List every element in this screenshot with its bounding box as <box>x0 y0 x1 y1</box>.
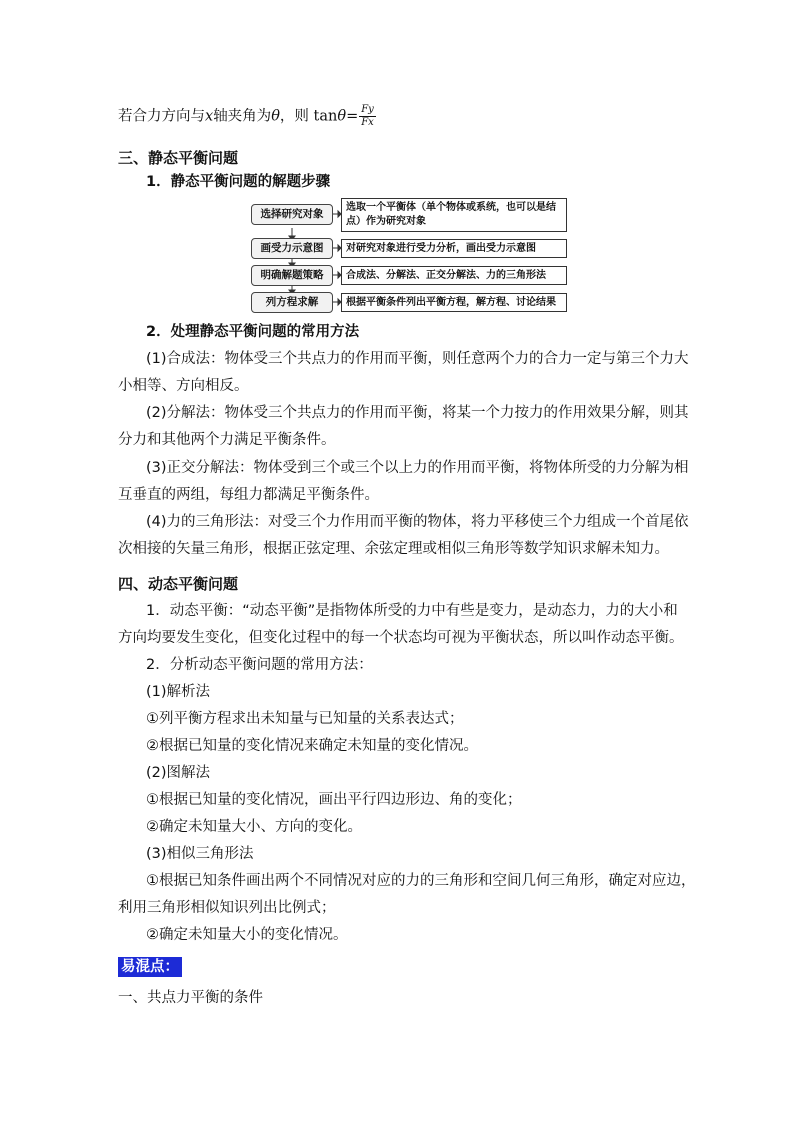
fraction <box>359 104 376 129</box>
step-solve-equations-desc: 根据平衡条件列出平衡方程，解方程、讨论结果 <box>341 293 567 312</box>
dynamic-def-line-1: 1．动态平衡：“动态平衡”是指物体所受的力中有些是变力，是动态力，力的大小和 <box>146 603 678 619</box>
method-3-line-2: 互垂直的两组，每组力都满足平衡条件。 <box>118 487 379 503</box>
step-clarify-strategy: 明确解题策略 <box>251 265 333 286</box>
static-methods-title: 2．处理静态平衡问题的常用方法 <box>146 324 360 340</box>
step-solve-equations: 列方程求解 <box>251 292 333 313</box>
static-steps-title: 1．静态平衡问题的解题步骤 <box>146 174 331 190</box>
similar-triangle-step-1-line-2: 利用三角形相似知识列出比例式； <box>118 900 336 916</box>
step-select-object: 选择研究对象 <box>251 204 333 225</box>
method-1-line-1: (1)合成法：物体受三个共点力的作用而平衡，则任意两个力的合力一定与第三个力大 <box>146 351 689 367</box>
analytic-step-2: ②根据已知量的变化情况来确定未知量的变化情况。 <box>146 738 478 754</box>
confusion-item-1: 一、共点力平衡的条件 <box>118 990 263 1006</box>
theta-symbol: θ <box>271 108 280 125</box>
step-select-object-desc: 选取一个平衡体（单个物体或系统，也可以是结点）作为研究对象 <box>341 198 567 232</box>
graphic-step-2: ②确定未知量大小、方向的变化。 <box>146 819 362 835</box>
solution-steps-flowchart <box>251 198 571 316</box>
method-4-line-1: (4)力的三角形法：对受三个力作用而平衡的物体，将力平移使三个力组成一个首尾依 <box>146 514 689 530</box>
fraction-denominator: Fx <box>361 117 374 128</box>
method-2-line-1: (2)分解法：物体受三个共点力的作用而平衡，将某一个力按力的作用效果分解，则其 <box>146 405 689 421</box>
graphic-step-1: ①根据已知量的变化情况，画出平行四边形边、角的变化； <box>146 792 522 808</box>
method-1-line-2: 小相等、方向相反。 <box>118 378 249 394</box>
equals-sign: = <box>346 108 359 125</box>
step-clarify-strategy-desc: 合成法、分解法、正交分解法、力的三角形法 <box>341 266 567 285</box>
intro-text-2: 轴夹角为 <box>213 108 272 125</box>
similar-triangle-method-title: (3)相似三角形法 <box>146 846 254 862</box>
intro-text-3: ，则 tan <box>279 108 338 125</box>
method-4-line-2: 次相接的矢量三角形，根据正弦定理、余弦定理或相似三角形等数学知识求解未知力。 <box>118 541 669 557</box>
analytic-step-1: ①列平衡方程求出未知量与已知量的关系表达式； <box>146 711 464 727</box>
intro-text: 若合力方向与 <box>118 108 205 125</box>
step-draw-force-diagram: 画受力示意图 <box>251 238 333 259</box>
similar-triangle-step-2: ②确定未知量大小的变化情况。 <box>146 927 348 943</box>
graphic-method-title: (2)图解法 <box>146 765 211 781</box>
intro-formula-line <box>118 104 376 129</box>
dynamic-def-line-2: 方向均要发生变化，但变化过程中的每一个状态均可视为平衡状态，所以叫作动态平衡。 <box>118 630 684 646</box>
step-draw-force-diagram-desc: 对研究对象进行受力分析，画出受力示意图 <box>341 239 567 258</box>
section-3-title: 三、静态平衡问题 <box>118 149 239 167</box>
fraction-numerator: Fy <box>361 104 374 115</box>
method-3-line-1: (3)正交分解法：物体受到三个或三个以上力的作用而平衡，将物体所受的力分解为相 <box>146 460 689 476</box>
section-4-title: 四、动态平衡问题 <box>118 575 239 593</box>
x-variable: x <box>205 108 214 125</box>
theta-symbol-2: θ <box>337 108 347 125</box>
dynamic-methods-title: 2．分析动态平衡问题的常用方法： <box>146 657 373 673</box>
similar-triangle-step-1-line-1: ①根据已知条件画出两个不同情况对应的力的三角形和空间几何三角形，确定对应边， <box>146 873 696 889</box>
confusion-points-tag: 易混点： <box>118 957 182 977</box>
analytic-method-title: (1)解析法 <box>146 684 211 700</box>
method-2-line-2: 分力和其他两个力满足平衡条件。 <box>118 432 336 448</box>
